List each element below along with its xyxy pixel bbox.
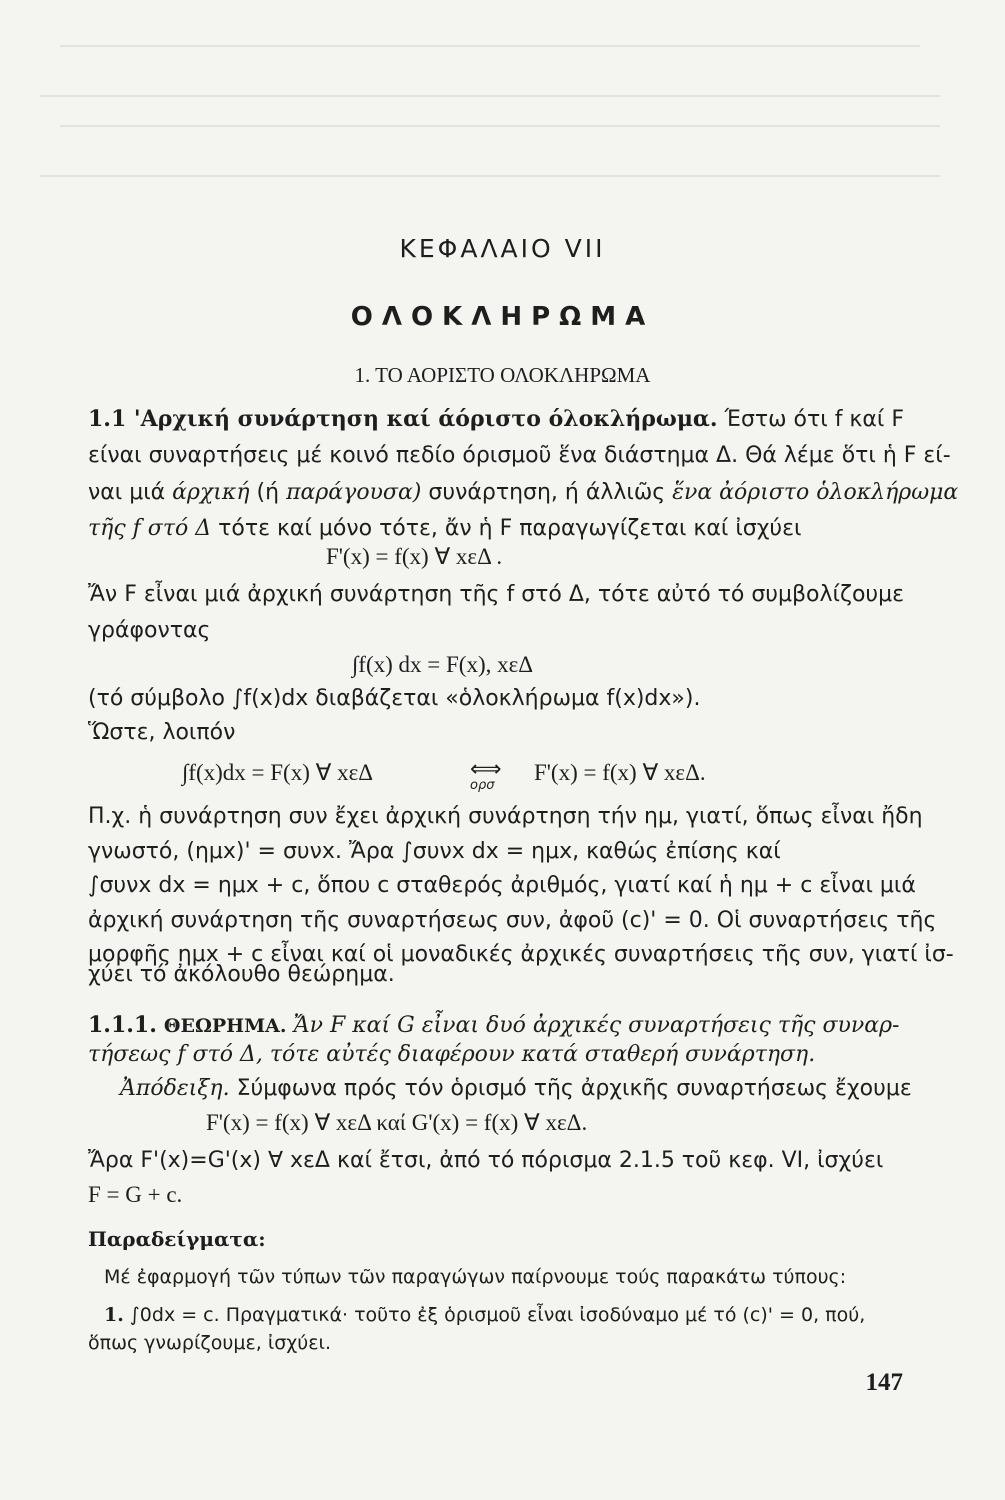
text-line: χύει τό ἀκόλουθο θεώρημα. <box>88 962 395 987</box>
text: (ή <box>256 480 280 505</box>
text-line: Π.χ. ἡ συνάρτηση συν ἔχει ἀρχική συνάρτηση τήν ημ, γιατί, ὅπως εἶναι ἤδη <box>88 804 923 829</box>
text-line: Ὥστε, λοιπόν <box>88 720 236 745</box>
equation: F'(x) = f(x) ∀ xεΔ καί G'(x) = f(x) ∀ xεΔ. <box>206 1110 588 1135</box>
italic-term: τῆς f στό Δ <box>88 516 212 541</box>
theorem-line1 <box>88 1010 899 1041</box>
text-line: είναι συναρτήσεις μέ κοινό πεδίο όρισμοῦ ἕνα διάστημα Δ. Θά λέμε ὅτι ἡ F εί- <box>88 443 951 468</box>
text: Σύμφωνα πρός τόν ὁρισμό τῆς ἀρχικῆς συναρτήσεως ἔχουμε <box>236 1076 912 1101</box>
text: ναι μιά <box>88 480 166 505</box>
text: ∫0dx = c. Πραγματικά· τοῦτο ἐξ ὁρισμοῦ εἶναι ἰσοδύναμο μέ τό (c)' = 0, πού, <box>129 1304 866 1326</box>
examples-heading: Παραδείγματα: <box>88 1227 266 1251</box>
subsection-1-1-line1 <box>88 404 904 435</box>
equivalence-arrow: ⟺ <box>470 756 502 781</box>
equation: ∫f(x) dx = F(x), xεΔ <box>352 652 534 677</box>
text-line: ∫συνx dx = ημx + c, ὅπου c σταθερός ἀριθμός, γιατί καί ἡ ημ + c εἶναι μιά <box>88 873 916 898</box>
proof-label: Ἀπόδειξη. <box>120 1076 230 1101</box>
text-line <box>88 514 802 544</box>
text-line: Ἄρα F'(x)=G'(x) ∀ xεΔ καί ἔτσι, ἀπό τό πόρισμα 2.1.5 τοῦ κεφ. VI, ἰσχύει <box>88 1148 884 1173</box>
italic-term: παράγουσα) <box>286 480 422 505</box>
text-line: F = G + c. <box>88 1182 183 1207</box>
equation: ∫f(x)dx = F(x) ∀ xεΔ <box>182 760 374 785</box>
text-line: Ἄν F εἶναι μιά ἀρχική συνάρτηση τῆς f στό Δ, τότε αὐτό τό συμβολίζουμε <box>88 582 905 607</box>
italic-term: άρχική <box>172 480 250 505</box>
text-line: ἀρχική συνάρτηση τῆς συναρτήσεως συν, ἀφοῦ (c)' = 0. Οἱ συναρτήσεις τῆς <box>88 908 937 933</box>
text: Έστω ότι f καί F <box>724 407 904 432</box>
example-item-1 <box>104 1300 865 1330</box>
chapter-label: ΚΕΦΑΛΑΙΟ VII <box>399 234 606 263</box>
italic-term: ἕνα ἀόριστο ὁλοκλήρωμα <box>672 480 959 505</box>
example-number: 1. <box>104 1304 124 1326</box>
theorem-number: 1.1.1. <box>88 1012 157 1038</box>
bleed-through-text <box>0 0 1005 230</box>
text: συνάρτηση, ή άλλιῶς <box>428 480 666 505</box>
text-line: ὅπως γνωρίζουμε, ἰσχύει. <box>88 1332 331 1354</box>
section-title: 1. ΤΟ ΑΟΡΙΣΤΟ ΟΛΟΚΛΗΡΩΜΑ <box>354 363 651 387</box>
text: τότε καί μόνο τότε, ἄν ἡ F παραγωγίζεται καί ἰσχύει <box>218 516 802 541</box>
text-line: (τό σύμβολο ∫f(x)dx διαβάζεται «ὁλοκλήρωμα f(x)dx»). <box>88 686 701 711</box>
equation: F'(x) = f(x) ∀ xεΔ . <box>326 544 503 569</box>
text-line <box>88 478 958 508</box>
text-line: Μέ ἐφαρμογή τῶν τύπων τῶν παραγώγων παίρνουμε τούς παρακάτω τύπους: <box>104 1266 847 1288</box>
equivalence-note: ορσ <box>470 778 495 793</box>
subsection-heading: 1.1 'Αρχική συνάρτηση καί άόριστο όλοκλήρωμα. <box>88 406 718 432</box>
proof-line1 <box>120 1074 912 1104</box>
text-line: γράφοντας <box>88 618 211 643</box>
text-line: μορφῆς ημx + c εἶναι καί οἱ μοναδικές ἀρχικές συναρτήσεις τῆς συν, γιατί ἰσ- <box>88 942 954 967</box>
equation: F'(x) = f(x) ∀ xεΔ. <box>534 760 706 785</box>
page-number: 147 <box>865 1369 903 1396</box>
chapter-title: ΟΛΟΚΛΗΡΩΜΑ <box>350 302 655 332</box>
theorem-text: τήσεως f στό Δ, τότε αὐτές διαφέρουν κατά σταθερή συνάρτηση. <box>88 1042 816 1067</box>
text-line: γνωστό, (ημx)' = συνx. Ἄρα ∫συνx dx = ημx, καθώς ἐπίσης καί <box>88 839 781 864</box>
theorem-label: ΘΕΩΡΗΜΑ. <box>163 1015 287 1037</box>
theorem-text: Ἄν F καί G εἶναι δυό ἀρχικές συναρτήσεις τῆς συναρ- <box>293 1013 900 1038</box>
